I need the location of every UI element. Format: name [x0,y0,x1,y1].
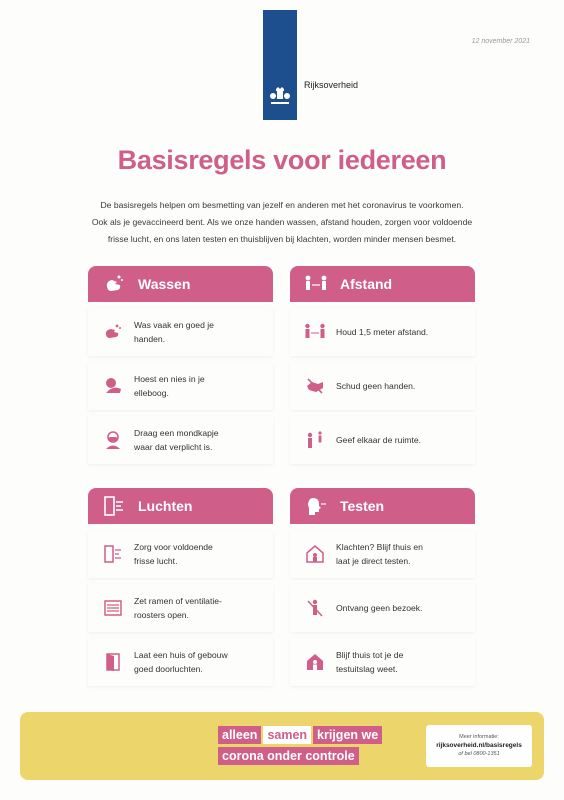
rule-line: roosters open. [134,610,189,620]
info-phone: of bel 0800-1351 [458,751,500,757]
stay-home-icon [304,651,326,673]
rule-text: Geef elkaar de ruimte. [336,435,422,445]
rule-text: Schud geen handen. [336,381,416,391]
no-handshake-icon [304,375,326,397]
rule-item [290,530,475,578]
section-testen [290,488,475,686]
intro-line: De basisregels helpen om besmetting van jezelf en anderen met het coronavirus te voorkomen. [100,200,464,210]
section-header [88,488,273,524]
coat-of-arms-icon [268,86,292,108]
rule-text [134,318,214,346]
page-title: Basisregels voor iedereen [117,145,447,175]
section-heading: Testen [340,498,385,514]
rule-line: elleboog. [134,388,169,398]
window-air-icon [102,543,124,565]
rule-line: Klachten? Blijf thuis en [336,542,423,552]
face-mask-icon [102,429,124,451]
slogan-row [218,726,382,744]
rule-line: Draag een mondkapje [134,428,219,438]
rule-line: Blijf thuis tot je de [336,650,404,660]
rule-line: Zorg voor voldoende [134,542,213,552]
rule-text [134,426,219,454]
slogan-word: alleen [218,726,261,744]
document-date: 12 november 2021 [471,38,530,45]
rule-line: Zet ramen of ventilatie- [134,596,222,606]
section-header [290,488,475,524]
rule-line: testuitslag weet. [336,664,398,674]
rule-item [88,362,273,410]
section-wassen [88,266,273,464]
rule-line: Hoest en nies in je [134,374,205,384]
info-link[interactable]: rijksoverheid.nl/basisregels [436,742,522,749]
rule-item [88,308,273,356]
rijksoverheid-logo [263,10,297,120]
rule-text: Ontvang geen bezoek. [336,603,423,613]
slogan-word: krijgen we [313,726,382,744]
rule-line: laat je direct testen. [336,556,411,566]
rule-item [290,362,475,410]
slogan [218,726,382,768]
rule-line: goed doorluchten. [134,664,203,674]
section-heading: Wassen [138,276,191,292]
section-afstand [290,266,475,464]
rule-item [290,584,475,632]
open-door-icon [102,651,124,673]
rule-item [290,638,475,686]
slogan-word: corona onder controle [218,747,359,765]
vent-grille-icon [102,597,124,619]
section-luchten [88,488,273,686]
rule-line: frisse lucht. [134,556,178,566]
no-visitors-icon [304,597,326,619]
space-icon [304,429,326,451]
rule-line: handen. [134,334,166,344]
section-header [290,266,475,302]
organization-name: Rijksoverheid [304,80,359,90]
section-header [88,266,273,302]
hands-wash-icon [102,272,126,296]
rule-text [134,648,228,676]
rule-text [336,540,423,568]
rule-text [336,648,403,676]
info-label: Meer informatie: [459,734,499,740]
rule-item [290,308,475,356]
section-heading: Luchten [138,498,193,514]
test-swab-icon [304,494,328,518]
footer-banner [20,712,544,780]
section-heading: Afstand [340,276,393,292]
rule-item [88,416,273,464]
rule-item [88,584,273,632]
ventilation-icon [102,494,126,518]
intro-line: Ook als je gevaccineerd bent. Als we onze handen wassen, afstand houden, zorgen voor voldoende [91,217,473,227]
rule-text [134,594,222,622]
rule-line: Was vaak en goed je [134,320,214,330]
rule-text [134,372,205,400]
slogan-word: samen [263,726,311,744]
slogan-row [218,747,382,765]
rule-text [134,540,213,568]
rule-text: Houd 1,5 meter afstand. [336,327,429,337]
home-test-icon [304,543,326,565]
cough-elbow-icon [102,375,124,397]
rule-line: Laat een huis of gebouw [134,650,228,660]
distance-icon [304,272,328,296]
intro-paragraph [66,197,498,248]
rule-item [88,638,273,686]
rule-line: waar dat verplicht is. [134,442,213,452]
info-box [426,725,532,767]
rule-item [290,416,475,464]
rule-item [88,530,273,578]
distance-icon [304,321,326,343]
hands-wash-icon [102,321,124,343]
intro-line: frisse lucht, en ons laten testen en thuisblijven bij klachten, worden minder mensen besmet. [107,234,457,244]
